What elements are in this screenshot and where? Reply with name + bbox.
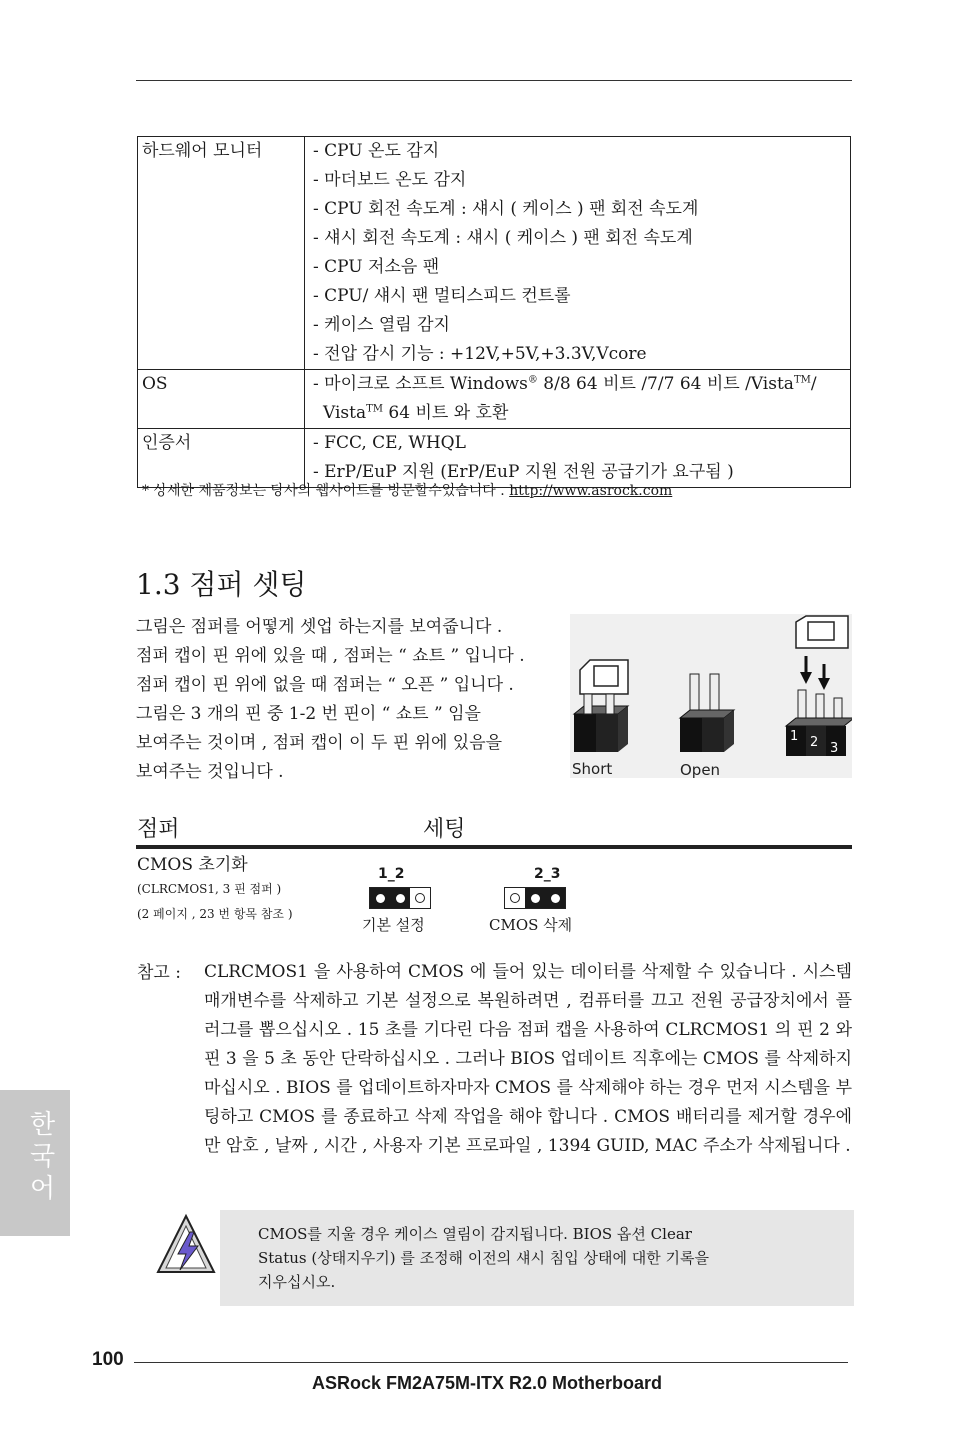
- spec-label-cert: 인증서: [138, 429, 305, 488]
- spec-line: - 전압 감시 기능 : +12V,+5V,+3.3V,Vcore: [313, 344, 647, 364]
- pin-capped: [525, 888, 545, 908]
- header-rule: [136, 845, 852, 849]
- spec-line: - CPU/ 섀시 팬 멀티스피드 컨트롤: [313, 286, 571, 306]
- pin-capped: [390, 888, 410, 908]
- model-name: ASRock FM2A75M-ITX R2.0 Motherboard: [312, 1373, 663, 1393]
- spec-label-hw-monitor: 하드웨어 모니터: [138, 137, 305, 370]
- spec-line: - 마더보드 온도 감지: [313, 170, 467, 190]
- spec-value-hw-monitor: [305, 137, 851, 370]
- jumper-figure: [570, 614, 852, 778]
- spec-line: - ErP/EuP 지원 (ErP/EuP 지원 전원 공급기가 요구됨 ): [313, 462, 734, 482]
- section-title: 1.3 점퍼 셋팅: [136, 568, 307, 601]
- pin-number: 2: [810, 735, 819, 750]
- table-row: [138, 137, 851, 370]
- page-number: 100: [92, 1349, 124, 1370]
- spec-value-cert: [305, 429, 851, 488]
- note-label: 참고 :: [137, 963, 181, 983]
- spec-value-os: [305, 370, 851, 429]
- pin-capped: [370, 888, 390, 908]
- os-line-1: - 마이크로 소프트 Windows® 8/8 64 비트 /7/7 64 비트 /Vista™/: [313, 374, 817, 394]
- footnote: * 상세한 제품정보는 당사의 웹사이트를 방문할수있습니다 . http://www.asrock.com: [142, 483, 673, 499]
- note-body: CLRCMOS1 을 사용하여 CMOS 에 들어 있는 데이터를 삭제할 수 있습니다 . 시스템 매개변수를 삭제하고 기본 설정으로 복원하려면 , 컴퓨터를 끄고 전원 공급장치에서 플러그를 뽑으십시오 . 15 초를 기다린 다음 점퍼 캡을 사용하여 CLRCMOS1 의 핀 2 와 핀 3 을 5 초 동안 단락하십시오 . 그러나 BIOS 업데이트 직후에는 CMOS 를 삭제하지 마십시오 . BIOS 를 업데이트하자마자 CMOS 를 삭제해야 하는 경우 먼저 시스템을 부팅하고 CMOS 를 종료하고 삭제 작업을 해야 합니다 . CMOS 배터리를 제거할 경우에만 암호 , 날짜 , 시간 , 사용자 기본 프로파일 , 1394 GUID, MAC 주소가 삭제됩니다 .: [204, 962, 852, 1156]
- spec-line: - CPU 온도 감지: [313, 141, 440, 161]
- spec-line: - FCC, CE, WHQL: [313, 433, 466, 453]
- spec-line: - 케이스 열림 감지: [313, 315, 450, 335]
- jumper-illustration: [570, 614, 852, 778]
- language-tab-label: 한국어: [25, 1110, 55, 1206]
- clear-pins-label: 2_3: [534, 866, 561, 882]
- default-jumper-diagram: [369, 887, 431, 909]
- short-jumper: [574, 660, 628, 752]
- clear-cmos-label: CMOS 삭제: [489, 916, 573, 934]
- default-pins-label: 1_2: [378, 866, 405, 882]
- table-row: [138, 429, 851, 488]
- spec-line: - 섀시 회전 속도계 : 섀시 ( 케이스 ) 팬 회전 속도계: [313, 228, 693, 248]
- cmos-page-ref: (2 페이지 , 23 번 항목 참조 ): [137, 907, 293, 921]
- warning-text: CMOS를 지울 경우 케이스 열림이 감지됩니다. BIOS 옵션 Clear Status (상태지우기) 를 조정해 이전의 섀시 침입 상태에 대한 기록을 지우십시오.: [258, 1225, 710, 1291]
- pin-number: 1: [790, 729, 799, 744]
- intro-text: 그림은 점퍼를 어떻게 셋업 하는지를 보여줍니다 . 점퍼 캡이 핀 위에 있을 때 , 점퍼는 “ 쇼트 ” 입니다 . 점퍼 캡이 핀 위에 없을 때 점퍼는 “ 오픈 ” 입니다 . 그림은 3 개의 핀 중 1-2 번 핀이 “ 쇼트 ” 임을 보여주는 것이며 , 점퍼 캡이 이 두 핀 위에 있음을 보여주는 것입니다 .: [136, 617, 525, 782]
- website-link[interactable]: http://www.asrock.com: [509, 483, 673, 499]
- spec-line: - CPU 회전 속도계 : 섀시 ( 케이스 ) 팬 회전 속도계: [313, 199, 699, 219]
- pin-number: 3: [830, 741, 839, 756]
- warning-icon: [152, 1210, 222, 1278]
- spec-line: - CPU 저소음 팬: [313, 257, 440, 277]
- open-label: Open: [680, 761, 721, 778]
- top-rule: [136, 80, 852, 81]
- cmos-reset-label: CMOS 초기화: [137, 855, 248, 875]
- default-setting-label: 기본 설정: [362, 916, 425, 934]
- setting-column-header: 세팅: [423, 817, 466, 842]
- cmos-jumper-id: (CLRCMOS1, 3 핀 점퍼 ): [137, 882, 282, 896]
- spec-label-os: OS: [138, 370, 305, 429]
- jumper-column-header: 점퍼: [137, 817, 180, 842]
- short-label: Short: [572, 760, 613, 778]
- open-jumper: [680, 674, 734, 752]
- pin-capped: [545, 888, 565, 908]
- os-line-2: Vista™ 64 비트 와 호환: [323, 403, 509, 423]
- table-row: [138, 370, 851, 429]
- footer-rule: [134, 1362, 848, 1363]
- spec-table: [137, 136, 851, 488]
- pin-open: [410, 888, 430, 908]
- three-pin-jumper: [786, 616, 852, 756]
- pin-open: [505, 888, 525, 908]
- clear-jumper-diagram: [504, 887, 566, 909]
